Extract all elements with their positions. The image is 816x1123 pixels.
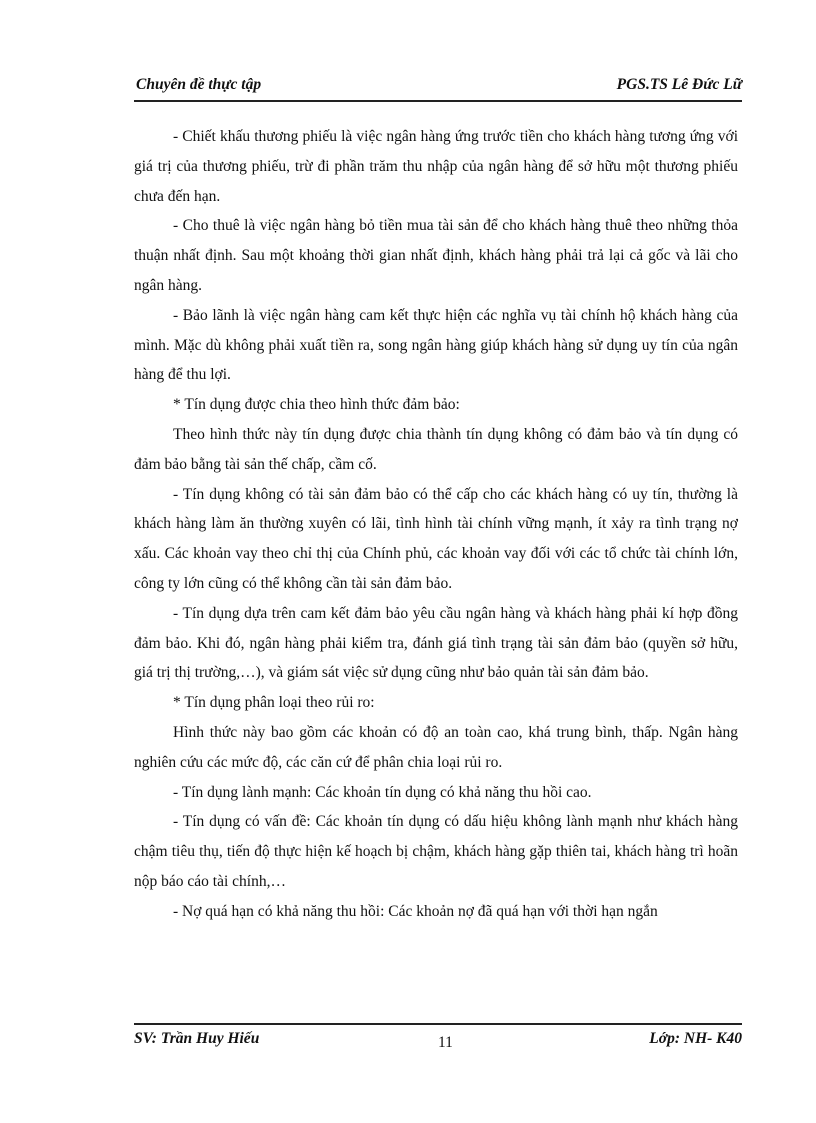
- class-label: Lớp: NH- K40: [649, 1030, 742, 1047]
- paragraph: Hình thức này bao gồm các khoản có độ an toàn cao, khá trung bình, thấp. Ngân hàng nghiên cứu các mức độ, các căn cứ để phân chia loại rủi ro.: [134, 723, 738, 771]
- paragraph: - Cho thuê là việc ngân hàng bỏ tiền mua tài sản để cho khách hàng thuê theo những thỏa thuận nhất định. Sau một khoảng thời gian nhất định, khách hàng phải trả lại cả gốc và lãi cho ngân hàng.: [134, 217, 738, 294]
- section-heading: * Tín dụng được chia theo hình thức đảm bảo:: [173, 396, 460, 414]
- page-footer: [134, 1027, 742, 1053]
- paragraph: - Tín dụng lành mạnh: Các khoản tín dụng có khả năng thu hồi cao.: [173, 783, 592, 801]
- supervisor-name: PGS.TS Lê Đức Lữ: [616, 76, 742, 93]
- header-divider: [134, 100, 742, 102]
- paragraph: - Nợ quá hạn có khả năng thu hồi: Các khoản nợ đã quá hạn với thời hạn ngắn: [173, 902, 658, 920]
- section-heading: * Tín dụng phân loại theo rủi ro:: [173, 694, 375, 712]
- paragraph: - Tín dụng có vấn đề: Các khoản tín dụng có dấu hiệu không lành mạnh như khách hàng chậm tiêu thụ, tiến độ thực hiện kế hoạch bị chậm, khách hàng gặp thiên tai, khách hàng trì hoãn nộp báo cáo tài chính,…: [134, 813, 738, 890]
- document-type-label: Chuyên đề thực tập: [136, 76, 262, 93]
- paragraph: Theo hình thức này tín dụng được chia thành tín dụng không có đảm bảo và tín dụng có đảm bảo bằng tài sản thế chấp, cầm cố.: [134, 425, 738, 473]
- page-number: 11: [438, 1034, 453, 1051]
- page-header: [134, 74, 742, 98]
- paragraph: - Tín dụng không có tài sản đảm bảo có thể cấp cho các khách hàng có uy tín, thường là khách hàng làm ăn thường xuyên có lãi, tình hình tài chính vững mạnh, ít xảy ra tình trạng nợ xấu. Các khoản vay theo chỉ thị của Chính phủ, các khoản vay đối với các tổ chức tài chính lớn, công ty lớn cũng có thể không cần tài sản đảm bảo.: [134, 485, 738, 592]
- footer-divider: [134, 1023, 742, 1025]
- student-name: SV: Trần Huy Hiếu: [134, 1030, 260, 1047]
- paragraph: - Tín dụng dựa trên cam kết đảm bảo yêu cầu ngân hàng và khách hàng phải kí hợp đồng đảm bảo. Khi đó, ngân hàng phải kiểm tra, đánh giá tình trạng tài sản đảm bảo (quyền sở hữu, giá trị thị trường,…), và giám sát việc sử dụng cũng như bảo quản tài sản đảm bảo.: [134, 604, 738, 682]
- document-body: [134, 122, 738, 927]
- paragraph: - Chiết khấu thương phiếu là việc ngân hàng ứng trước tiền cho khách hàng tương ứng với giá trị của thương phiếu, trừ đi phần trăm thu nhập của ngân hàng để sở hữu một thương phiếu chưa đến hạn.: [134, 128, 738, 205]
- paragraph: - Bảo lãnh là việc ngân hàng cam kết thực hiện các nghĩa vụ tài chính hộ khách hàng của mình. Mặc dù không phải xuất tiền ra, song ngân hàng giúp khách hàng sử dụng uy tín của ngân hàng để thu lợi.: [134, 306, 738, 384]
